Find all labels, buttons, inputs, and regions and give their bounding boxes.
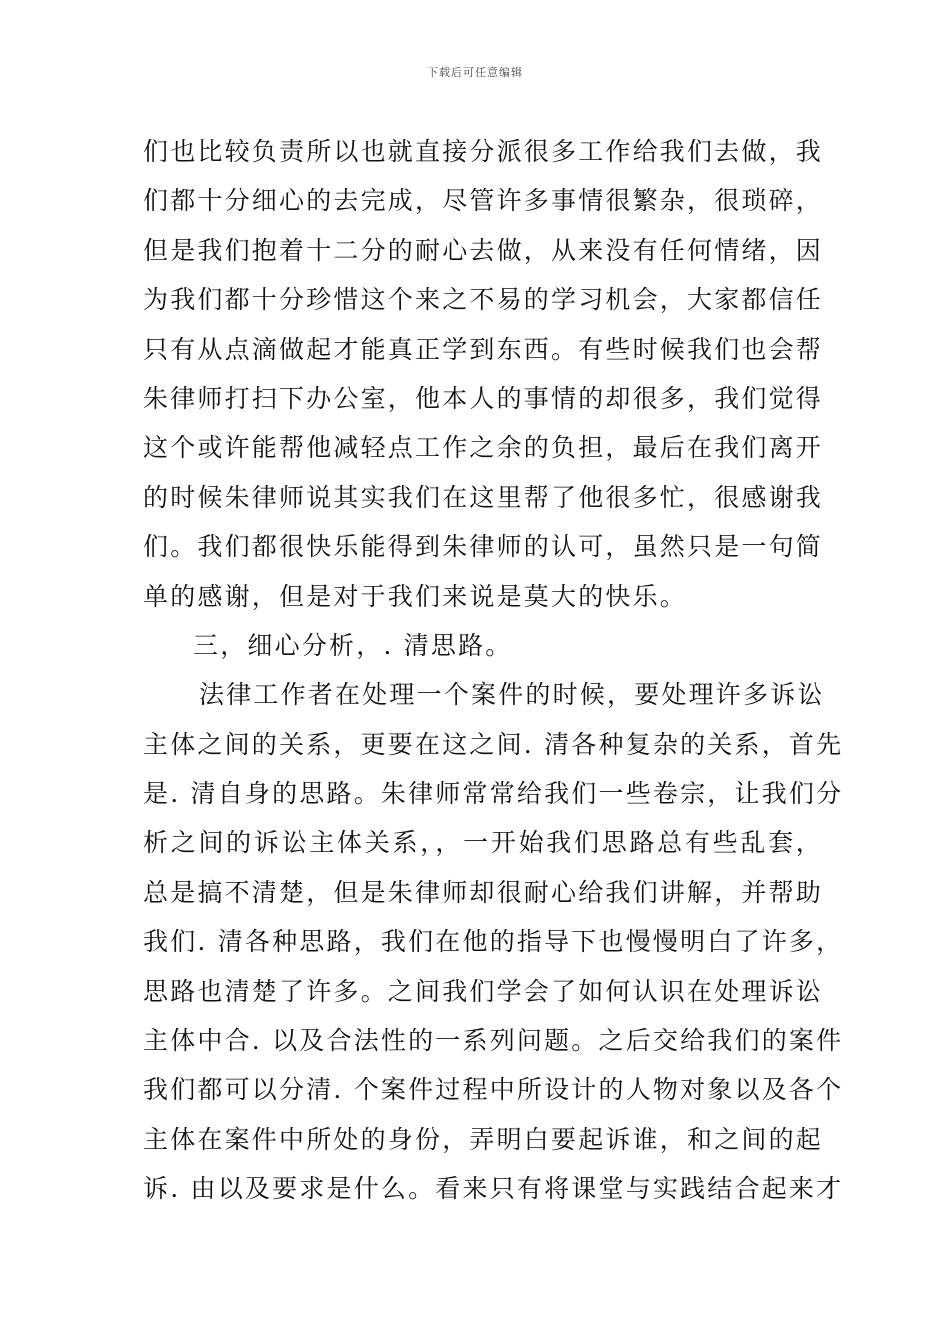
body-text — [143, 127, 844, 1214]
paragraph-1 — [143, 127, 823, 621]
text-line: 们都十分细心的去完成，尽管许多事情很繁杂，很琐碎， — [143, 186, 824, 216]
text-line: 们。我们都很快乐能得到朱律师的认可，虽然只是一句简 — [143, 532, 824, 562]
text-line: 主体之间的关系，更要在这之间. 清各种复杂的关系，首先 — [143, 729, 844, 759]
text-line: 的时候朱律师说其实我们在这里帮了他很多忙，很感谢我 — [143, 482, 824, 512]
section-heading-text: 三，细心分析，. 清思路。 — [193, 630, 513, 660]
text-line: 单的感谢，但是对于我们来说是莫大的快乐。 — [143, 581, 688, 611]
text-line: 但是我们抱着十二分的耐心去做，从来没有任何情绪，因 — [143, 235, 824, 265]
text-line: 总是搞不清楚，但是朱律师却很耐心给我们讲解，并帮助 — [143, 877, 824, 907]
text-line: 我们. 清各种思路，我们在他的指导下也慢慢明白了许多， — [143, 927, 844, 957]
text-line: 朱律师打扫下办公室，他本人的事情的却很多，我们觉得 — [143, 383, 824, 413]
text-line: 我们都可以分清. 个案件过程中所设计的人物对象以及各个 — [143, 1075, 844, 1105]
section-heading — [143, 621, 823, 670]
text-line: 思路也清楚了许多。之间我们学会了如何认识在处理诉讼 — [143, 976, 824, 1006]
text-line: 只有从点滴做起才能真正学到东西。有些时候我们也会帮 — [143, 334, 824, 364]
paragraph-3 — [143, 670, 844, 1213]
text-line: 析之间的诉讼主体关系，，一开始我们思路总有些乱套， — [143, 828, 823, 858]
text-line: 这个或许能帮他减轻点工作之余的负担，最后在我们离开 — [143, 433, 824, 463]
page-header: 下载后可任意编辑 — [427, 66, 523, 79]
text-line: 法律工作者在处理一个案件的时候，要处理许多诉讼 — [199, 680, 825, 710]
text-line: 主体在案件中所处的身份，弄明白要起诉谁，和之间的起 — [143, 1124, 824, 1154]
text-line: 诉. 由以及要求是什么。看来只有将课堂与实践结合起来才 — [143, 1174, 844, 1204]
text-line: 主体中合. 以及合法性的一系列问题。之后交给我们的案件 — [143, 1026, 844, 1056]
text-line: 是. 清自身的思路。朱律师常常给我们一些卷宗，让我们分 — [143, 779, 844, 809]
text-line: 们也比较负责所以也就直接分派很多工作给我们去做，我 — [143, 137, 824, 166]
text-line: 为我们都十分珍惜这个来之不易的学习机会，大家都信任 — [143, 285, 824, 315]
